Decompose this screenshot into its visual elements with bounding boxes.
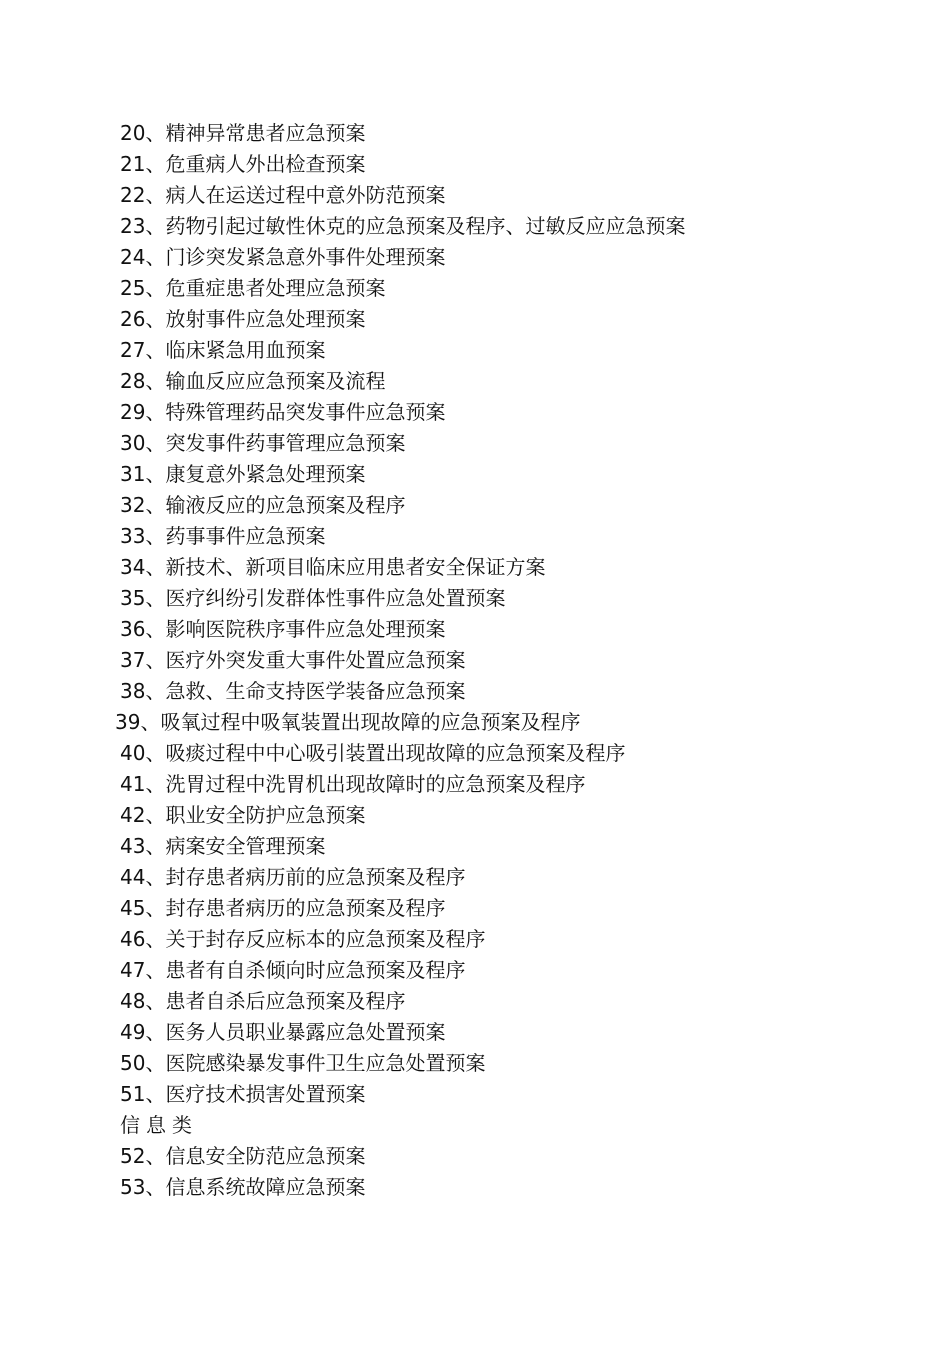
list-item: 53、信息系统故障应急预案 <box>120 1175 366 1199</box>
list-item: 46、关于封存反应标本的应急预案及程序 <box>120 927 486 951</box>
list-item: 23、药物引起过敏性休克的应急预案及程序、过敏反应应急预案 <box>120 214 686 238</box>
list-item: 32、输液反应的应急预案及程序 <box>120 493 406 517</box>
list-item: 29、特殊管理药品突发事件应急预案 <box>120 400 446 424</box>
list-item: 35、医疗纠纷引发群体性事件应急处置预案 <box>120 586 506 610</box>
list-item: 50、医院感染暴发事件卫生应急处置预案 <box>120 1051 486 1075</box>
list-item: 20、精神异常患者应急预案 <box>120 121 366 145</box>
list-item: 39、吸氧过程中吸氧装置出现故障的应急预案及程序 <box>115 710 581 734</box>
list-item: 52、信息安全防范应急预案 <box>120 1144 366 1168</box>
list-item: 36、影响医院秩序事件应急处理预案 <box>120 617 446 641</box>
section-heading: 信息类 <box>120 1113 198 1137</box>
list-item: 49、医务人员职业暴露应急处置预案 <box>120 1020 446 1044</box>
list-item: 51、医疗技术损害处置预案 <box>120 1082 366 1106</box>
list-item: 43、病案安全管理预案 <box>120 834 326 858</box>
list-item: 24、门诊突发紧急意外事件处理预案 <box>120 245 446 269</box>
list-item: 48、患者自杀后应急预案及程序 <box>120 989 406 1013</box>
list-item: 37、医疗外突发重大事件处置应急预案 <box>120 648 466 672</box>
list-item: 45、封存患者病历的应急预案及程序 <box>120 896 446 920</box>
list-item: 34、新技术、新项目临床应用患者安全保证方案 <box>120 555 546 579</box>
list-item: 25、危重症患者处理应急预案 <box>120 276 386 300</box>
list-item: 21、危重病人外出检查预案 <box>120 152 366 176</box>
list-item: 33、药事事件应急预案 <box>120 524 326 548</box>
emergency-plan-list <box>115 118 686 1203</box>
list-item: 44、封存患者病历前的应急预案及程序 <box>120 865 466 889</box>
list-item: 22、病人在运送过程中意外防范预案 <box>120 183 446 207</box>
list-item: 27、临床紧急用血预案 <box>120 338 326 362</box>
list-item: 28、输血反应应急预案及流程 <box>120 369 386 393</box>
list-item: 40、吸痰过程中中心吸引装置出现故障的应急预案及程序 <box>120 741 626 765</box>
list-item: 30、突发事件药事管理应急预案 <box>120 431 406 455</box>
list-item: 41、洗胃过程中洗胃机出现故障时的应急预案及程序 <box>120 772 586 796</box>
list-item: 26、放射事件应急处理预案 <box>120 307 366 331</box>
list-item: 38、急救、生命支持医学装备应急预案 <box>120 679 466 703</box>
list-item: 31、康复意外紧急处理预案 <box>120 462 366 486</box>
list-item: 42、职业安全防护应急预案 <box>120 803 366 827</box>
list-item: 47、患者有自杀倾向时应急预案及程序 <box>120 958 466 982</box>
